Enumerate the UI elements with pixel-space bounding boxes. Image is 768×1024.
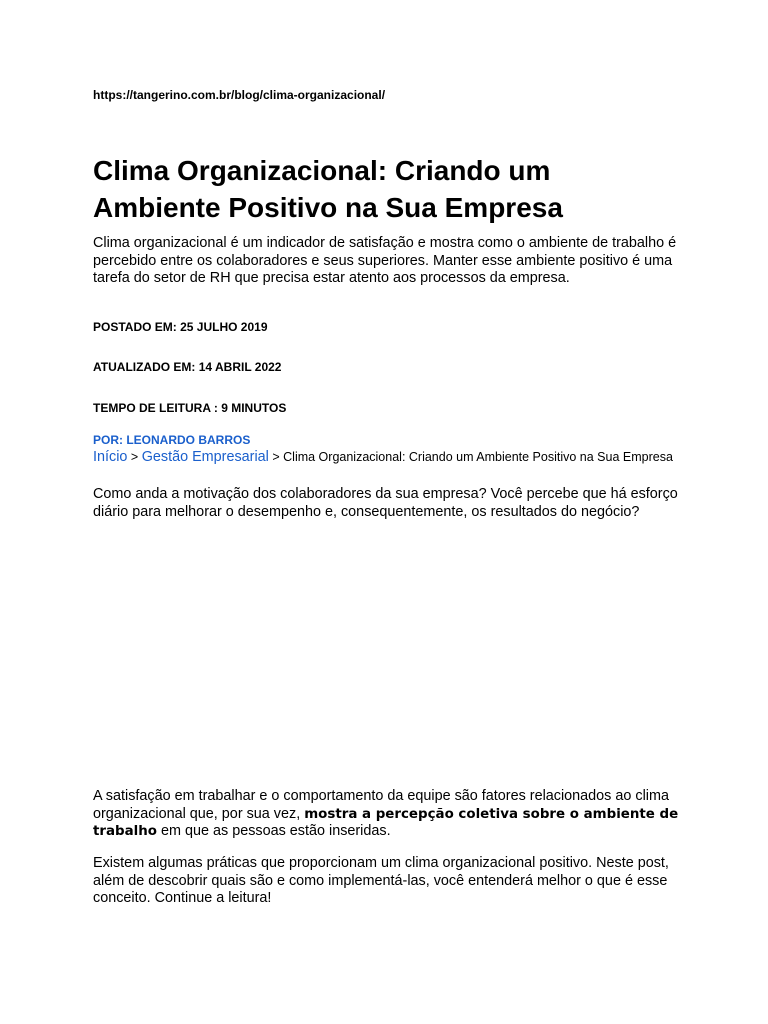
posted-date: POSTADO EM: 25 JULHO 2019 (93, 320, 268, 334)
source-url: https://tangerino.com.br/blog/clima-organizacional/ (93, 88, 386, 102)
satisfaction-paragraph (93, 788, 683, 841)
breadcrumb (93, 449, 693, 466)
breadcrumb-current: Clima Organizacional: Criando um Ambiente Positivo na Sua Empresa (283, 450, 673, 464)
author-link[interactable]: POR: LEONARDO BARROS (93, 433, 251, 447)
reading-time: TEMPO DE LEITURA : 9 MINUTOS (93, 401, 287, 415)
breadcrumb-category-link[interactable]: Gestão Empresarial (141, 449, 269, 465)
satisfaction-text-before: A satisfação em trabalhar e o comportamento da equipe são fatores relacionados ao clima organizacional que, por sua vez, (93, 788, 669, 822)
satisfaction-text-bold: mostra a percepção coletiva sobre o ambiente de trabalho (93, 806, 679, 839)
title-line-2: Ambiente Positivo na Sua Empresa (93, 192, 563, 223)
practices-paragraph: Existem algumas práticas que proporcionam um clima organizacional positivo. Neste post, além de descobrir quais são e como implementá-las, você entenderá melhor o que é esse conceito. Continue a leitura! (93, 855, 669, 906)
article-title (93, 152, 693, 226)
breadcrumb-separator: > (130, 450, 139, 464)
satisfaction-text-after: em que as pessoas estão inseridas. (157, 823, 391, 839)
updated-date: ATUALIZADO EM: 14 ABRIL 2022 (93, 360, 282, 374)
breadcrumb-home-link[interactable]: Início (93, 449, 128, 465)
intro-paragraph: Clima organizacional é um indicador de satisfação e mostra como o ambiente de trabalho é percebido entre os colaboradores e seus superiores. Manter esse ambiente positivo é uma tarefa do setor de RH que precisa estar atento aos processos da empresa. (93, 235, 677, 286)
breadcrumb-separator: > (272, 450, 280, 464)
question-paragraph: Como anda a motivação dos colaboradores da sua empresa? Você percebe que há esforço diário para melhorar o desempenho e, consequentemente, os resultados do negócio? (93, 486, 678, 520)
title-line-1: Clima Organizacional: Criando um (93, 155, 551, 186)
